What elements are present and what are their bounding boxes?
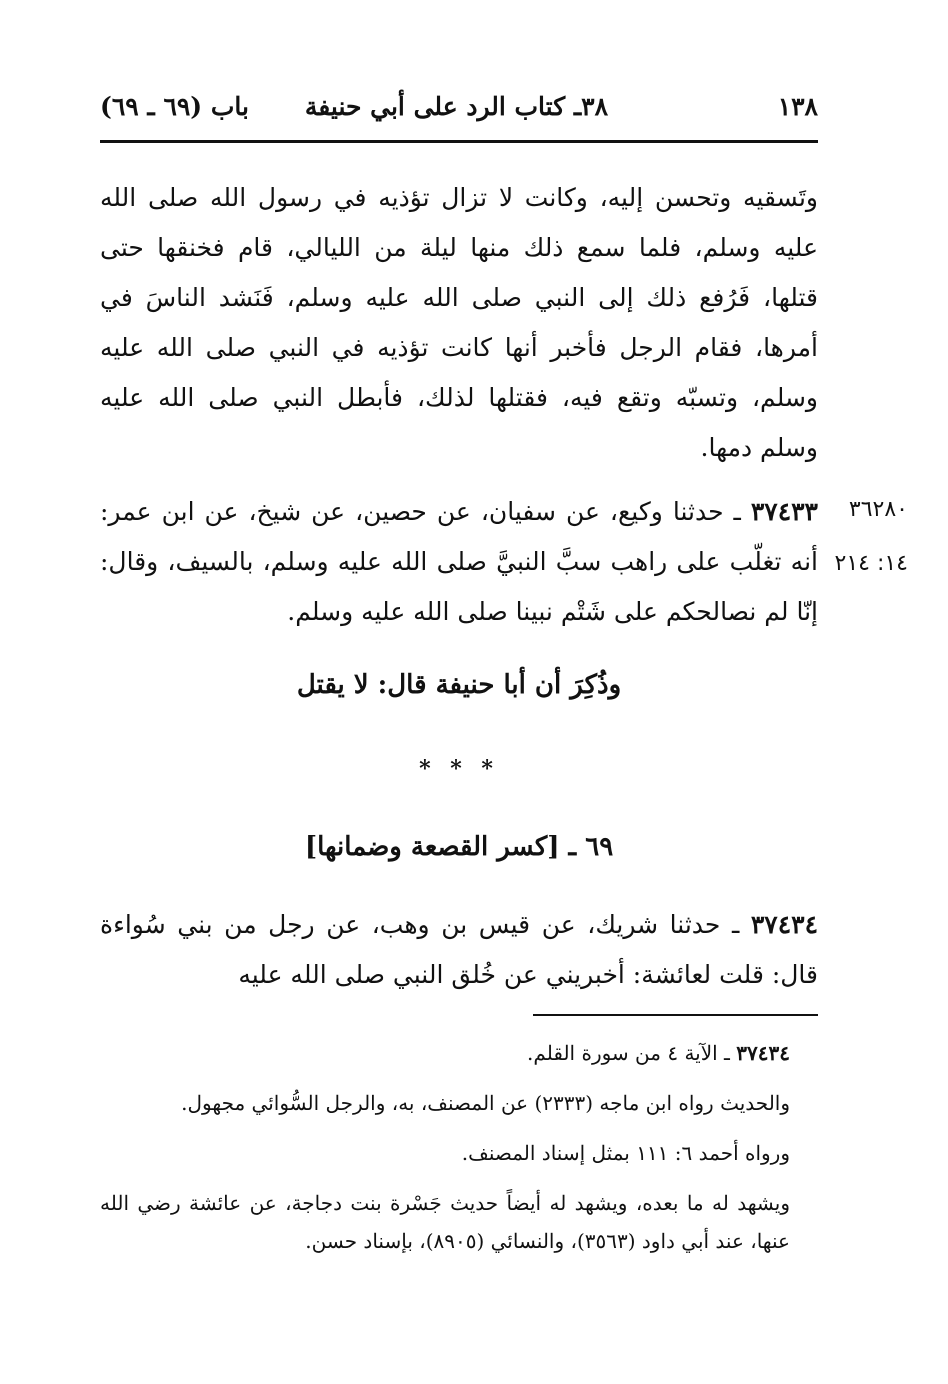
hadith-text: ـ حدثنا وكيع، عن سفيان، عن حصين، عن شيخ، عن ابن عمر: أنه تغلّب على راهب سبَّ النبيَّ صلى الله عليه وسلم، بالسيف، وقال: إنّا لم نصالحكم على شَتْم نبينا صلى الله عليه وسلم. — [100, 497, 818, 626]
hadith-number: ٣٧٤٣٣ — [750, 497, 818, 526]
footnote-1 — [100, 1034, 790, 1072]
margin-reference-1: ٣٦٢٨٠ — [848, 497, 908, 522]
footnote-3: ورواه أحمد ٦: ١١١ بمثل إسناد المصنف. — [461, 1141, 790, 1165]
footnotes — [100, 1034, 790, 1272]
hadith-number: ٣٧٤٣٤ — [750, 910, 819, 939]
footnote-text: ـ الآية ٤ من سورة القلم. — [527, 1041, 730, 1065]
hadith-37433 — [100, 487, 818, 637]
hadith-text: ـ حدثنا شريك، عن قيس بن وهب، عن رجل من بني سُواءة قال: قلت لعائشة: أخبريني عن خُلق النبي صلى الله عليه — [100, 910, 818, 989]
section-title: ٦٩ ـ [كسر القصعة وضمانها] — [304, 832, 614, 862]
margin-reference-2: ١٤: ٢١٤ — [834, 551, 908, 576]
chapter-range: باب (٦٩ ـ ٦٩) — [100, 92, 249, 121]
section-separator: * * * — [419, 756, 499, 782]
running-header — [100, 88, 818, 132]
book-title: ٣٨ـ كتاب الرد على أبي حنيفة — [304, 92, 608, 121]
page-number: ١٣٨ — [777, 92, 818, 121]
footnote-2: والحديث رواه ابن ماجه (٢٣٣٣) عن المصنف، به، والرجل السُّوائي مجهول. — [181, 1091, 790, 1115]
footnote-4: ويشهد له ما بعده، ويشهد له أيضاً حديث جَسْرة بنت دجاجة، عن عائشة رضي الله عنها، عند أبي داود (٣٥٦٣)، والنسائي (٨٩٠٥)، بإسناد حسن. — [100, 1191, 790, 1253]
hadith-37434 — [100, 900, 818, 1000]
notice-line: وذُكِرَ أن أبا حنيفة قال: لا يقتل — [296, 670, 622, 700]
footnote-number: ٣٧٤٣٤ — [736, 1041, 790, 1065]
paragraph-continuation: وتَسقيه وتحسن إليه، وكانت لا تزال تؤذيه في رسول الله صلى الله عليه وسلم، فلما سمع ذلك منها ليلة من الليالي، قام فخنقها حتى قتلها، فَرُفع ذلك إلى النبي صلى الله عليه وسلم، فَنَشد الناسَ في أمرها، فقام الرجل فأخبر أنها كانت تؤذيه في النبي صلى الله عليه وسلم، وتسبّه وتقع فيه، فقتلها لذلك، فأبطل النبي صلى الله عليه وسلم دمها. — [100, 183, 818, 462]
header-rule — [100, 140, 818, 143]
footnote-rule — [533, 1014, 818, 1016]
